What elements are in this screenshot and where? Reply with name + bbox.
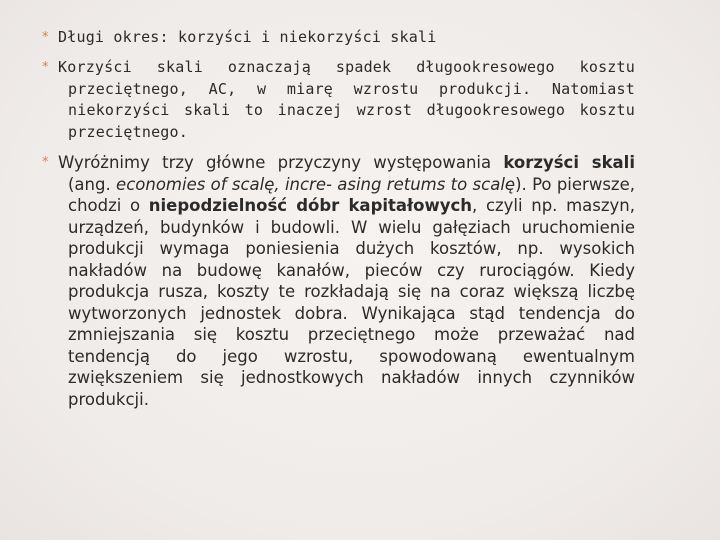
bullet-marker: * bbox=[42, 155, 49, 170]
bullet-title-text: Długi okres: korzyści i niekorzyści skali bbox=[58, 28, 437, 46]
causes-text-part2: (ang. bbox=[68, 174, 117, 194]
bullet-causes bbox=[42, 152, 635, 410]
bullet-causes-text bbox=[50, 152, 635, 410]
causes-text-part4: , czyli np. maszyn, urządzeń, budynków i budowli. W wielu gałęziach uruchomienie produkcji wymaga poniesienia dużych kosztów, np. wysokich nakładów na budowę kanałów, pieców czy rurociągów. Kiedy produkcja rusza, koszty te rozkładają się na coraz większą liczbę wytworzonych jednostek dobra. Wynikająca stąd tendencja do zmniejszania się kosztu przeciętnego może przeważać nad tendencją do jego wzrostu, spowodowaną ewentualnym zwiększeniem się jednostkowych nakładów innych czynników produkcji. bbox=[68, 196, 635, 409]
bullet-marker: * bbox=[42, 30, 49, 45]
bullet-definition bbox=[42, 57, 635, 143]
bullet-definition-text: Korzyści skali oznaczają spadek długookresowego kosztu przeciętnego, AC, w miarę wzrostu produkcji. Natomiast niekorzyści skali to inaczej wzrost długookresowego kosztu przeciętnego. bbox=[58, 58, 635, 141]
causes-text-part1: Wyróżnimy trzy główne przyczyny występowania bbox=[58, 153, 504, 172]
causes-bold-indivisibility: niepodzielność dóbr kapitałowych bbox=[148, 196, 473, 215]
causes-text-part3: ). Po pierwsze, chodzi o bbox=[68, 174, 635, 215]
bullet-marker: * bbox=[42, 60, 49, 75]
bullet-title bbox=[42, 27, 635, 49]
causes-bold-economies: korzyści skali bbox=[503, 153, 635, 172]
causes-italic-english-term: economies of scalę, incre- asing retums to scalę bbox=[116, 174, 516, 194]
